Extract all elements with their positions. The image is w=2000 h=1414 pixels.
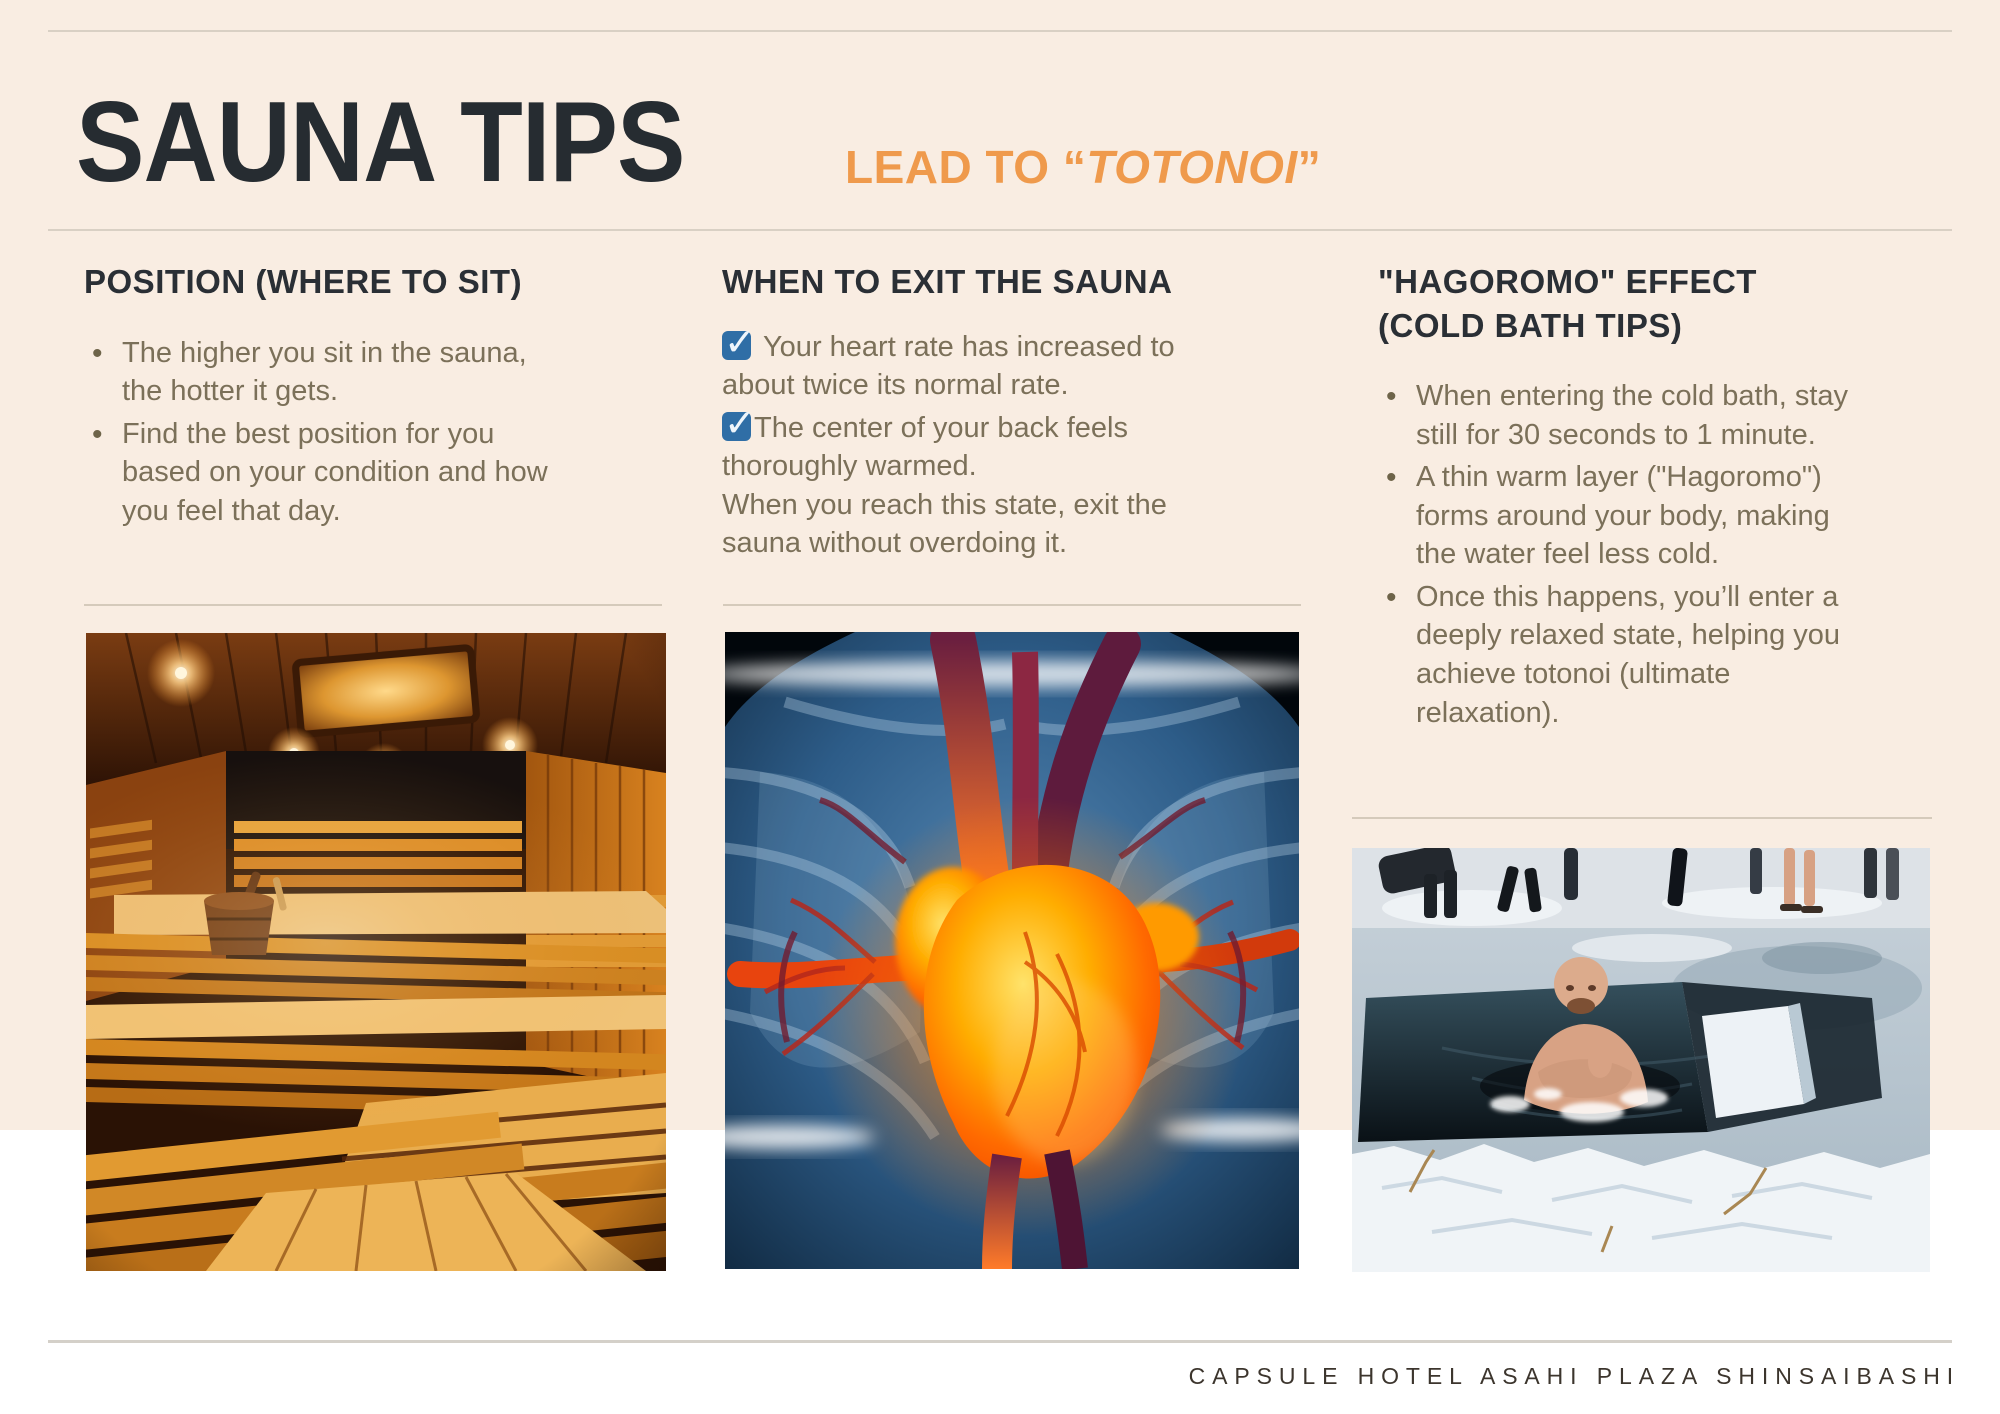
column-position bbox=[84, 260, 664, 534]
bullet-line: • When entering the cold bath, stay bbox=[1416, 380, 1849, 413]
checklist-item bbox=[722, 409, 1312, 486]
note-line: sauna without overdoing it. bbox=[722, 527, 1067, 560]
column-position-heading: POSITION (WHERE TO SIT) bbox=[84, 263, 523, 300]
column-hagoromo bbox=[1378, 260, 1953, 736]
header-divider bbox=[48, 229, 1952, 231]
position-bullet-list bbox=[84, 334, 664, 531]
heading-line: (COLD BATH TIPS) bbox=[1378, 306, 1683, 344]
bullet-line: • The higher you sit in the sauna, bbox=[122, 336, 527, 369]
column2-photo-divider bbox=[723, 604, 1301, 606]
page-subtitle bbox=[845, 140, 1321, 194]
bullet-item bbox=[1416, 458, 1953, 574]
ice-bath-photo bbox=[1352, 848, 1930, 1272]
bullet-item bbox=[1416, 377, 1953, 454]
bullet-line: relaxation). bbox=[1416, 696, 1560, 729]
footer-divider bbox=[48, 1340, 1952, 1343]
note-text bbox=[722, 486, 1312, 563]
column-exit-heading: WHEN TO EXIT THE SAUNA bbox=[722, 263, 1173, 300]
sauna-interior-photo bbox=[86, 633, 666, 1271]
bullet-line: • A thin warm layer ("Hagoromo") bbox=[1416, 461, 1822, 494]
bullet-line: still for 30 seconds to 1 minute. bbox=[1416, 418, 1816, 451]
column3-photo-divider bbox=[1352, 817, 1932, 819]
hagoromo-bullet-list bbox=[1378, 377, 1953, 732]
checklist-text: about twice its normal rate. bbox=[722, 369, 1069, 402]
column-exit bbox=[722, 260, 1312, 563]
bullet-line: • Once this happens, you’ll enter a bbox=[1416, 580, 1839, 613]
bullet-item bbox=[122, 334, 664, 411]
bullet-line: based on your condition and how bbox=[122, 456, 548, 489]
heading-line: "HAGOROMO" EFFECT bbox=[1378, 263, 1757, 300]
bullet-line: the hotter it gets. bbox=[122, 375, 339, 408]
footer-text: CAPSULE HOTEL ASAHI PLAZA SHINSAIBASHI bbox=[1188, 1363, 1960, 1389]
bullet-item bbox=[122, 415, 664, 531]
bullet-line: forms around your body, making bbox=[1416, 499, 1830, 532]
page-title: SAUNA TIPS bbox=[76, 79, 685, 206]
checklist-text: Your heart rate has increased to bbox=[763, 330, 1175, 363]
checkbox-checked-icon bbox=[722, 412, 751, 441]
bullet-line: achieve totonoi (ultimate bbox=[1416, 658, 1731, 691]
subtitle-emphasis: TOTONOI bbox=[1086, 141, 1298, 193]
bullet-item bbox=[1416, 578, 1953, 732]
bullet-line: you feel that day. bbox=[122, 494, 341, 527]
checkbox-checked-icon bbox=[722, 331, 751, 360]
note-line: When you reach this state, exit the bbox=[722, 488, 1167, 521]
subtitle-suffix: ” bbox=[1297, 141, 1322, 193]
bullet-line: the water feel less cold. bbox=[1416, 538, 1720, 571]
heart-anatomy-photo bbox=[725, 632, 1299, 1269]
subtitle-prefix: LEAD TO “ bbox=[845, 141, 1087, 193]
checklist-text: The center of your back feels bbox=[754, 411, 1128, 444]
checklist-item bbox=[722, 328, 1312, 405]
top-divider bbox=[48, 30, 1952, 32]
checklist-text: thoroughly warmed. bbox=[722, 450, 977, 483]
column1-photo-divider bbox=[84, 604, 662, 606]
bullet-line: • Find the best position for you bbox=[122, 417, 495, 450]
bullet-line: deeply relaxed state, helping you bbox=[1416, 619, 1841, 652]
column-hagoromo-heading bbox=[1378, 260, 1953, 347]
